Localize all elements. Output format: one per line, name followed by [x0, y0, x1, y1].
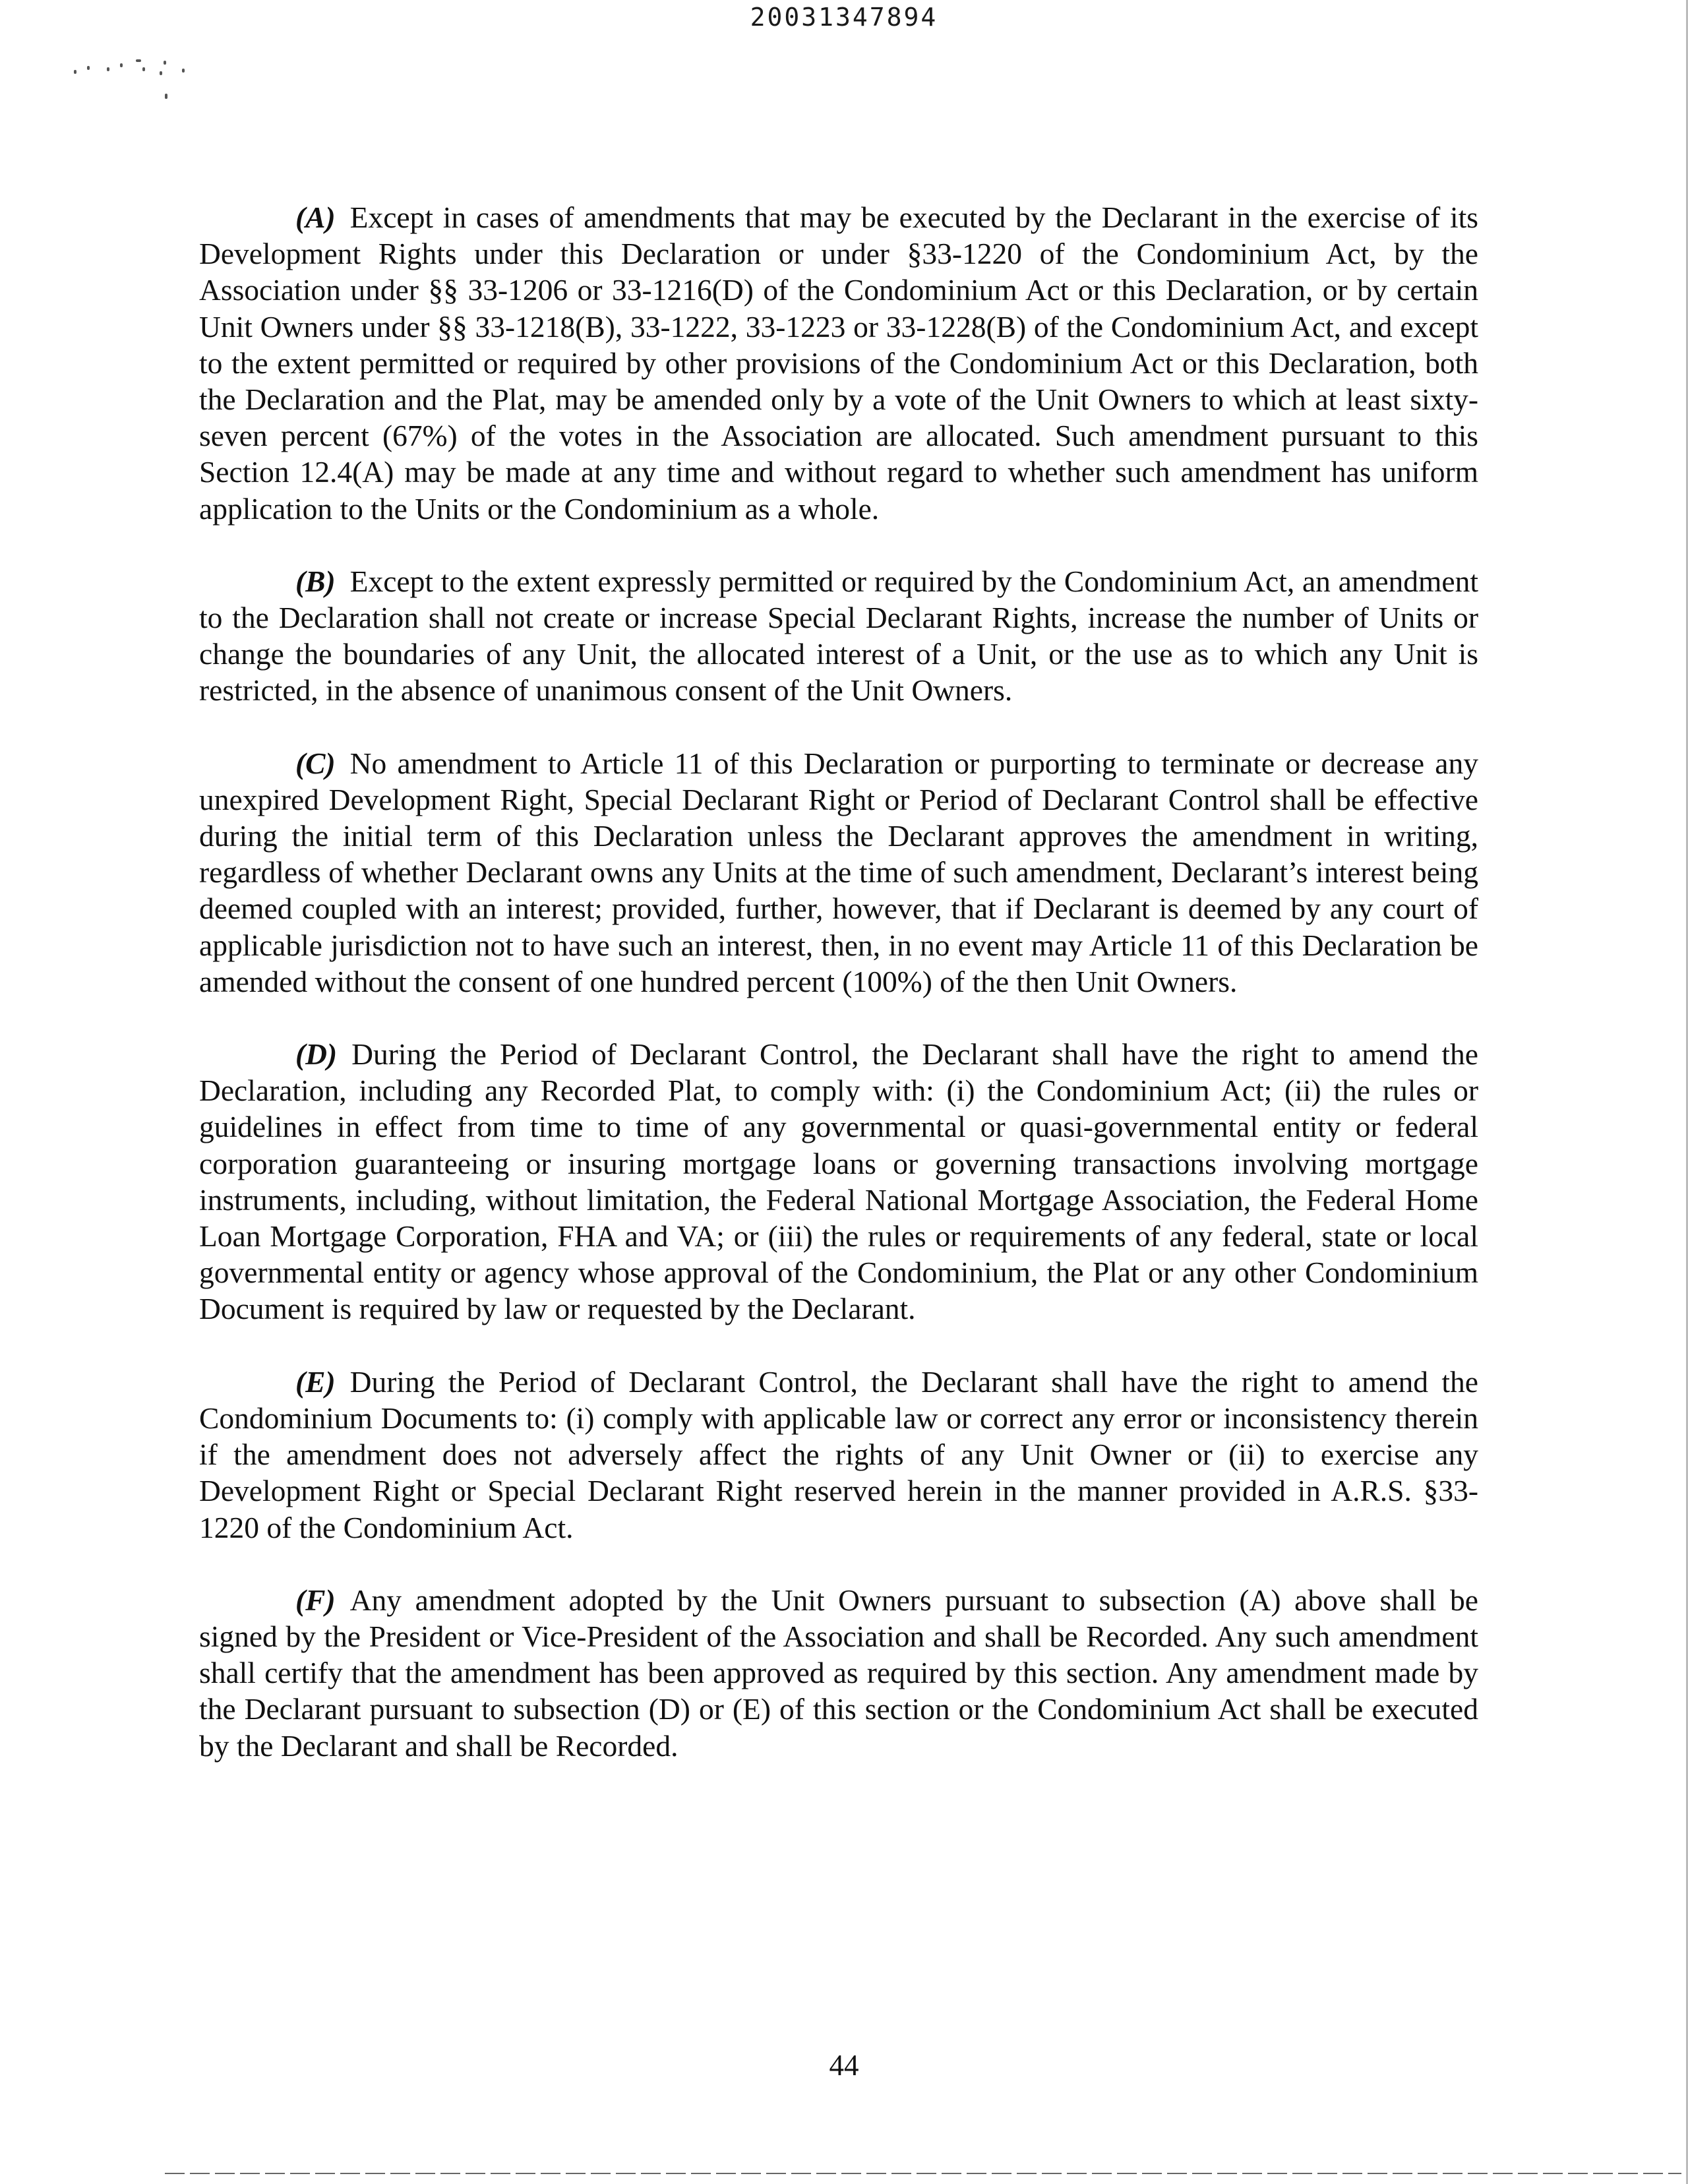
section-text: During the Period of Declarant Control, the Declarant shall have the right to amend the Condominium Documents to: (i) comply with applicable law or correct any error or inconsistency therein if the amendment does not adversely affect the rights of any Unit Owner or (ii) to exercise any Development Right or Special Declarant Right reserved herein in the manner provided in A.R.S. §33-1220 of the Condominium Act. — [199, 1364, 1478, 1544]
section-label: (F) — [295, 1583, 336, 1617]
section-text: Except in cases of amendments that may be executed by the Declarant in the exercise of its Development Rights under this Declaration or under §33-1220 of the Condominium Act, by the Association under §§ 33-1206 or 33-1216(D) of the Condominium Act or this Declaration, or by certain Unit Owners under §§ 33-1218(B), 33-1222, 33-1223 or 33-1228(B) of the Condominium Act, and except to the extent permitted or required by other provisions of the Condominium Act or this Declaration, both the Declaration and the Plat, may be amended only by a vote of the Unit Owners to which at least sixty-seven percent (67%) of the votes in the Association are allocated. Such amendment pursuant to this Section 12.4(A) may be made at any time and without regard to whether such amendment has uniform application to the Units or the Condominium as a whole. — [199, 200, 1478, 526]
section-c — [199, 745, 1478, 1000]
scan-specks — [73, 54, 270, 113]
section-label: (E) — [295, 1364, 336, 1399]
section-e — [199, 1364, 1478, 1546]
section-label: (C) — [295, 746, 336, 780]
section-label: (B) — [295, 564, 336, 598]
section-label: (A) — [295, 200, 336, 234]
section-text: Except to the extent expressly permitted or required by the Condominium Act, an amendment to the Declaration shall not create or increase Special Declarant Rights, increase the number of Units or change the boundaries of any Unit, the allocated interest of a Unit, or the use as to which any Unit is restricted, in the absence of unanimous consent of the Unit Owners. — [199, 564, 1478, 708]
section-text: During the Period of Declarant Control, the Declarant shall have the right to amend the Declaration, including any Recorded Plat, to comply with: (i) the Condominium Act; (ii) the rules or guidelines in effect from time to time of any governmental or quasi-governmental entity or federal corporation guaranteeing or insuring mortgage loans or governing transactions involving mortgage instruments, including, without limitation, the Federal National Mortgage Association, the Federal Home Loan Mortgage Corporation, FHA and VA; or (iii) the rules or requirements of any federal, state or local governmental entity or agency whose approval of the Condominium, the Plat or any other Condominium Document is required by law or requested by the Declarant. — [199, 1037, 1478, 1326]
section-text: No amendment to Article 11 of this Declaration or purporting to terminate or decrease any unexpired Development Right, Special Declarant Right or Period of Declarant Control shall be effective during the initial term of this Declaration unless the Declarant approves the amendment in writing, regardless of whether Declarant owns any Units at the time of such amendment, Declarant’s interest being deemed coupled with an interest; provided, further, however, that if Declarant is deemed by any court of applicable jurisdiction not to have such an interest, then, in no event may Article 11 of this Declaration be amended without the consent of one hundred percent (100%) of the then Unit Owners. — [199, 746, 1478, 998]
section-f — [199, 1582, 1478, 1764]
section-d — [199, 1036, 1478, 1327]
document-number: 20031347894 — [750, 3, 938, 32]
body-text — [199, 199, 1478, 1800]
section-label: (D) — [295, 1037, 338, 1072]
section-text: Any amendment adopted by the Unit Owners pursuant to subsection (A) above shall be signed by the President or Vice-President of the Association and shall be Recorded. Any such amendment shall certify that the amendment has been approved as required by this section. Any amendment made by the Declarant pursuant to subsection (D) or (E) of this section or the Condominium Act shall be executed by the Declarant and shall be Recorded. — [199, 1583, 1478, 1763]
section-a — [199, 199, 1478, 527]
bottom-scan-edge — [165, 2173, 1681, 2174]
page-number: 44 — [829, 2049, 859, 2082]
section-b — [199, 563, 1478, 709]
